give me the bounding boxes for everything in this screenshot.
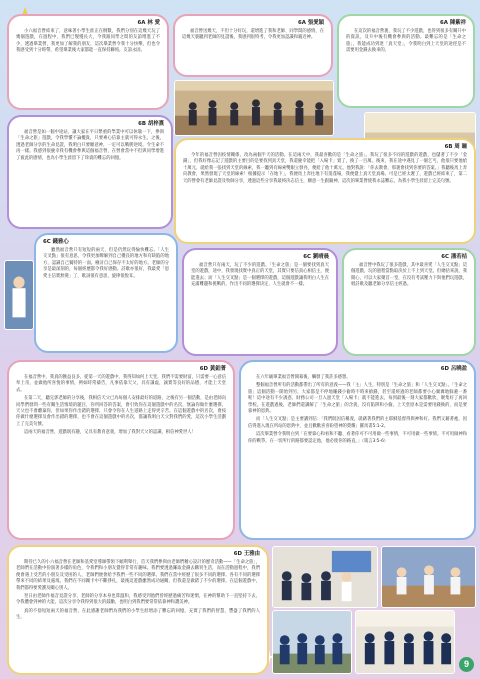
essay-paragraph: 今年的福音營因疫情關係，改為兩個半天的活動。在這兩天中，我最喜歡的是「生命之旅」。我玩了很多不同的遊戲的遊戲，也儲著了不少「金錢」，但我好像忘記了遊戲的主要目的是要找到真天堂，我還慶幸能把「入場卡」賣了，換了一百萬。後來，我在途中遇見了一個乞丐，他很只要他給十萬元，就給我一張找到天堂的線索，我一聽到有線索雙眼立發亮，便給了他十萬元。他對我說：「你去教會，那裏會找到你要的答案。」我聽後馬上奔向教會，果然發現了天堂的線索！根據提示「在地下」，我便馬上奔往地下有蓬蓬場，我便覺上真天堂真場。可是已經太遲了，遊戲已經結束了，第二天的營會有老師見證及牧師分享，透過這些分享我最終決志信主，願意一生跟隨神。這次的畢業營使我永誌難忘，為我小學生涯留上完美句號。 xyxy=(183,153,467,184)
student-name: 6B 周 瞳 xyxy=(444,144,467,150)
student-name: 6A 陳紫祥 xyxy=(440,20,466,26)
essay-paragraph: 在福音營中，我真的獲益良多，從第一天的遊戲中，我得知如何上天堂，我們不需要財富，只需要一心意信奉上帝，並做他所喜悅的事情，例如時常禱告，凡事依靠天父，具有謙虛，誠實等良好的品德，才能上天堂去。 xyxy=(16,375,226,393)
essay-paragraph: 在第二天，聽完郭老師的分享後，我相信天父已為每個人安排最好的道路，之後有另一個活動，是由老師向同學們發問一些有關生活情境的題目，你所回答的答案，會引致你在這個遊戲中的名次，無論你做什麼選擇，天父也不會離棄你，但如果你作出錯的選擇，只會令你在人生道路上走得更辛苦。在這個遊戲中的名次，會按你做什麼選擇及會作出錯的選擇，也不會在這個遊戲中的名次，都讓我明白天父對我們的愛，這次小學生活劃上了完美句號。 xyxy=(16,396,226,427)
section-6c-qian-ya-xin xyxy=(34,233,178,353)
student-name: 6D 黃鉑菁 xyxy=(199,366,226,372)
student-name: 6C 潘若桔 xyxy=(441,254,467,260)
student-name: 6A 林 愛 xyxy=(137,20,160,26)
essay-paragraph: 福音營只有兩天，玩了不少的遊戲。「生命之旅」是一個要找到真天堂的遊戲，途中，我發現找實中真正的天堂，其實只要信真心相信主，便能進去；而「人生交叉點」是一個選擇的遊戲，這個遊戲讓我明白人生在充滿難題和挑戰的，作出不同的選擇決定，人生就會不一樣。 xyxy=(191,263,329,288)
essay-paragraph: 這次畢業營令我明白到「在要靠心和看和不聽、看著你可不可用做一些事情，不可用做一些事情。不可用做神和你的戰爭。在一切所行的路都要認定他，他必使你的路直。」（箴言3:5-6） xyxy=(248,432,467,444)
student-name: 6C 劉晴晨 xyxy=(303,254,329,260)
student-name: 6C 錢雅心 xyxy=(43,239,69,245)
essay-paragraph: 整個福音營所有的活動都帶出了所有的意義——我「主」人生，特別是「生命之旅」和「人生交叉點」。「生命之旅」這個活動一開始到另，大家都是不停地賺錢小偷時不時來搶錢，甚至還經過的老師都要小心翼翼地躲避一番呢！這中途有不少誘惑，財務公司一旦入過天堂「入場卡」就不能進去，每到最後一刻大家都歡欣，聚集好了再回學校。在遊戲過後，老師們還講解了「生命之旅」的含義，沒有陷阱和小偷。上天堂原本是需要用錢換的，而是要靠神的恩典。 xyxy=(248,383,467,415)
student-name: 6D 呂曉盈 xyxy=(440,366,467,372)
student-name: 6A 張愛穎 xyxy=(298,20,324,26)
section-6a-zhang-ai-ying xyxy=(173,14,333,77)
essay-paragraph: 福音營是如一個中途站，讓大家在平日繁重的學業中可以休歇一下，參與「生命之旅」遊戲，令我學懂不論權貴，只要專心信靠主就可得永生。之後，透過老師分享的生命見證，我明白只要願意神，一定可以戰勝逆境。令生命不再一樣。我感到很慶幸我有機會參與這個福音營，在營會當中不但與同學增進了彼此的感情，也為小學生涯留下了珍貴的難忘的回憶。 xyxy=(16,130,164,161)
photo-stage-activity xyxy=(381,546,476,608)
section-6d-huang-bo-jing xyxy=(7,360,235,540)
section-6d-wang-ya-you xyxy=(7,545,269,675)
photo-students-classroom xyxy=(272,546,378,608)
essay-paragraph: 小六福音營結束了，意味著小學生涯正在倒數，我們分別在這幾天玩了幾個遊戲，在過程中，我們已慢慢長大，今我跟同學之間的友誼增進了不少，透過畢業營，我更加了解我的朋友，這次畢業營令我十分快樂，但也令我感受到十分時帶，希望畢業後大家都能一直保持聯絡，友誼永固。 xyxy=(16,29,160,54)
essay-paragraph: 福音營中我玩了很多遊戲，其中最喜愛「人生交叉點」這個遊戲，玩的過程當點取決於上不上到天堂。但總括來說，我開心，可以大家聚首一堂，在沒有考試壓力下與他們玩遊戲，唱詩歌及聽老師分享信主經過。 xyxy=(351,263,468,288)
essay-paragraph: 在這次的福音營裏，我玩了不少遊戲，也得到很多有關升中的資訊，及升中後有機會參與的活動。最難忘的是「生命之旅」，我能成功到達「真天堂」，令我明白到上天堂的途徑是不需要用金錢去換來的。 xyxy=(346,29,466,54)
photo-students-hall xyxy=(174,80,334,136)
photo-activity-left xyxy=(4,260,34,330)
section-6c-liu-qing-chen xyxy=(182,248,338,356)
photo-students-posing xyxy=(355,610,455,674)
essay-paragraph: 這兩天的福音營，遊戲既有趣，又具有教育意義，增加了我對天父的認識，相信神愛世人！ xyxy=(24,430,196,436)
student-name: 6B 胡梓熹 xyxy=(138,121,164,127)
essay-paragraph: 福音營送幾天，不但十分好玩，還增進了我和老師、同學間的感情，在這幾天裏聽到老師的見證後，我感到很特考，令我更加認識和親近神。 xyxy=(182,29,324,41)
essay-paragraph: 雖然福音營只有短短的兩天，但是仍然玩得愉快難忘。「人生交叉點」很有意思，令我更加瞭解到自己優良的地方和有缺陷的地方，認識自己獨特的一面。檢討自己保存不太好的地方。老師的分享是最深刻的，每個經歷都令我好感動。詩歌亦很好，我最愛「恩愛主信實無變」了，歌詞很有意思，旋律很悅耳。 xyxy=(43,248,169,279)
essay-paragraph: 在六年級畢業福音營開幕後，觸發了我許多感想。 xyxy=(256,375,351,380)
section-6a-chen-zi-xiang xyxy=(337,14,475,108)
section-6c-pan-ruo-jie xyxy=(342,248,476,356)
page-number: 9 xyxy=(459,657,474,672)
section-6d-lu-xiao-ying xyxy=(239,360,476,540)
essay-paragraph: 翌日由老師作福音見證分享，老師的分享本身也算溫和，我感受到他們曾經歷過痛苦和迷惘，在神的幫助下一直堅持下去，令我體會到神的大能，這次分享令我得到很大的鼓勵，也明白到我們要常常依靠神和讚美神。 xyxy=(16,594,260,606)
essay-paragraph: 而「人生交叉點」是主要講到信：「我們既因信稱義，就藉著我們的主耶穌基督得與神和好。我們又藉著祂，因信得進入現在所站的恩典中，並且歡歡喜喜盼望神的榮耀」羅馬書5:1-2。 xyxy=(248,417,467,429)
essay-paragraph: 期待已久的小六福音營在老師和基愛堂導師帶領下順利舉行，首天我們參與由老師們精心設計的歷奇活動——「生命之旅」，老師們在活動中扮演著多樣的角色，令我們和小朋友覺得非常有趣味。我們要透過賺取金錢去購買生活，而在活動過程中，我們便會遇上受苦的小朋友及受困的人，老師們便會給予我們一些不同的選擇。我們在當中經歷了很多不同的選擇。各有不同的選擇帶來不同的結果及處境。我們在不同關卡中不斷掙扎，最後這遊戲雖然成功通關，但我還是做錯了不少的選擇。在這個遊戲中，我們都得要愛護及關心別人。 xyxy=(16,560,260,591)
section-6b-hu-zi-xi xyxy=(7,115,173,229)
student-name: 6D 王雅由 xyxy=(233,551,260,557)
photo-group-outdoor xyxy=(272,610,352,674)
section-6a-lin-ai xyxy=(7,14,169,110)
section-6b-zhou-tong xyxy=(174,138,476,244)
essay-paragraph: 真的不捨短短兩天的福音營，在此感謝老師們為我們的小學生涯增添了難忘的回憶，充實了我們的智慧，豐盛了我們的人生。 xyxy=(16,608,260,621)
